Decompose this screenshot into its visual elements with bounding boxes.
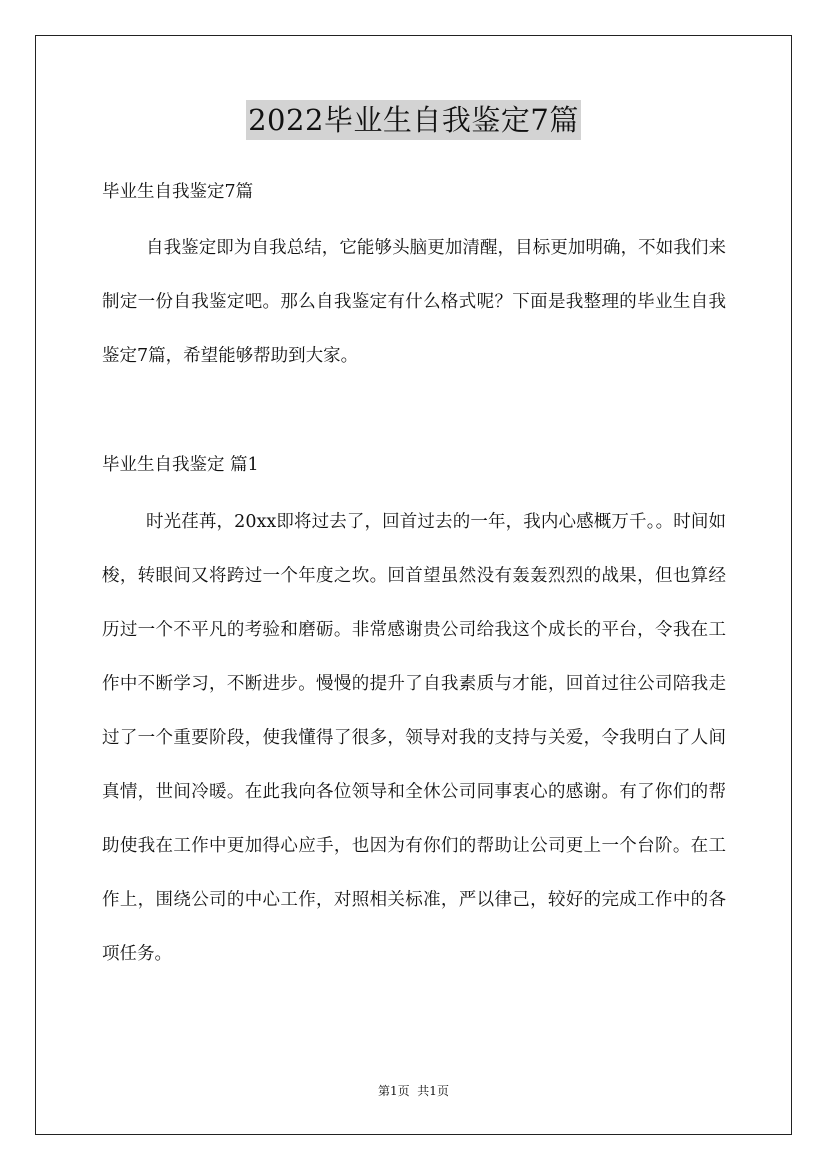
section-paragraph-1: 时光荏苒，20xx即将过去了，回首过去的一年，我内心感概万千。。时间如梭，转眼间又将跨过一个年度之坎。回首望虽然没有轰轰烈烈的战果，但也算经历过一个不平凡的考验和磨砺。非常感谢贵公司给我这个成长的平台，令我在工作中不断学习，不断进步。慢慢的提升了自我素质与才能，回首过往公司陪我走过了一个重要阶段，使我懂得了很多，领导对我的支持与关爱，令我明白了人间真情，世间冷暖。在此我向各位领导和全休公司同事衷心的感谢。有了你们的帮助使我在工作中更加得心应手，也因为有你们的帮助让公司更上一个台阶。在工作上，围绕公司的中心工作，对照相关标准，严以律己，较好的完成工作中的各项任务。 <box>102 512 726 964</box>
page-footer: 第1页 共1页 <box>378 1084 449 1098</box>
section-heading-1: 毕业生自我鉴定 篇1 <box>102 455 259 475</box>
intro-paragraph: 自我鉴定即为自我总结，它能够头脑更加清醒，目标更加明确，不如我们来制定一份自我鉴定吧。那么自我鉴定有什么格式呢？下面是我整理的毕业生自我鉴定7篇，希望能够帮助到大家。 <box>102 238 726 366</box>
document-title-text: 2022毕业生自我鉴定7篇 <box>246 100 581 140</box>
document-subtitle: 毕业生自我鉴定7篇 <box>102 182 254 202</box>
document-title <box>0 100 827 140</box>
